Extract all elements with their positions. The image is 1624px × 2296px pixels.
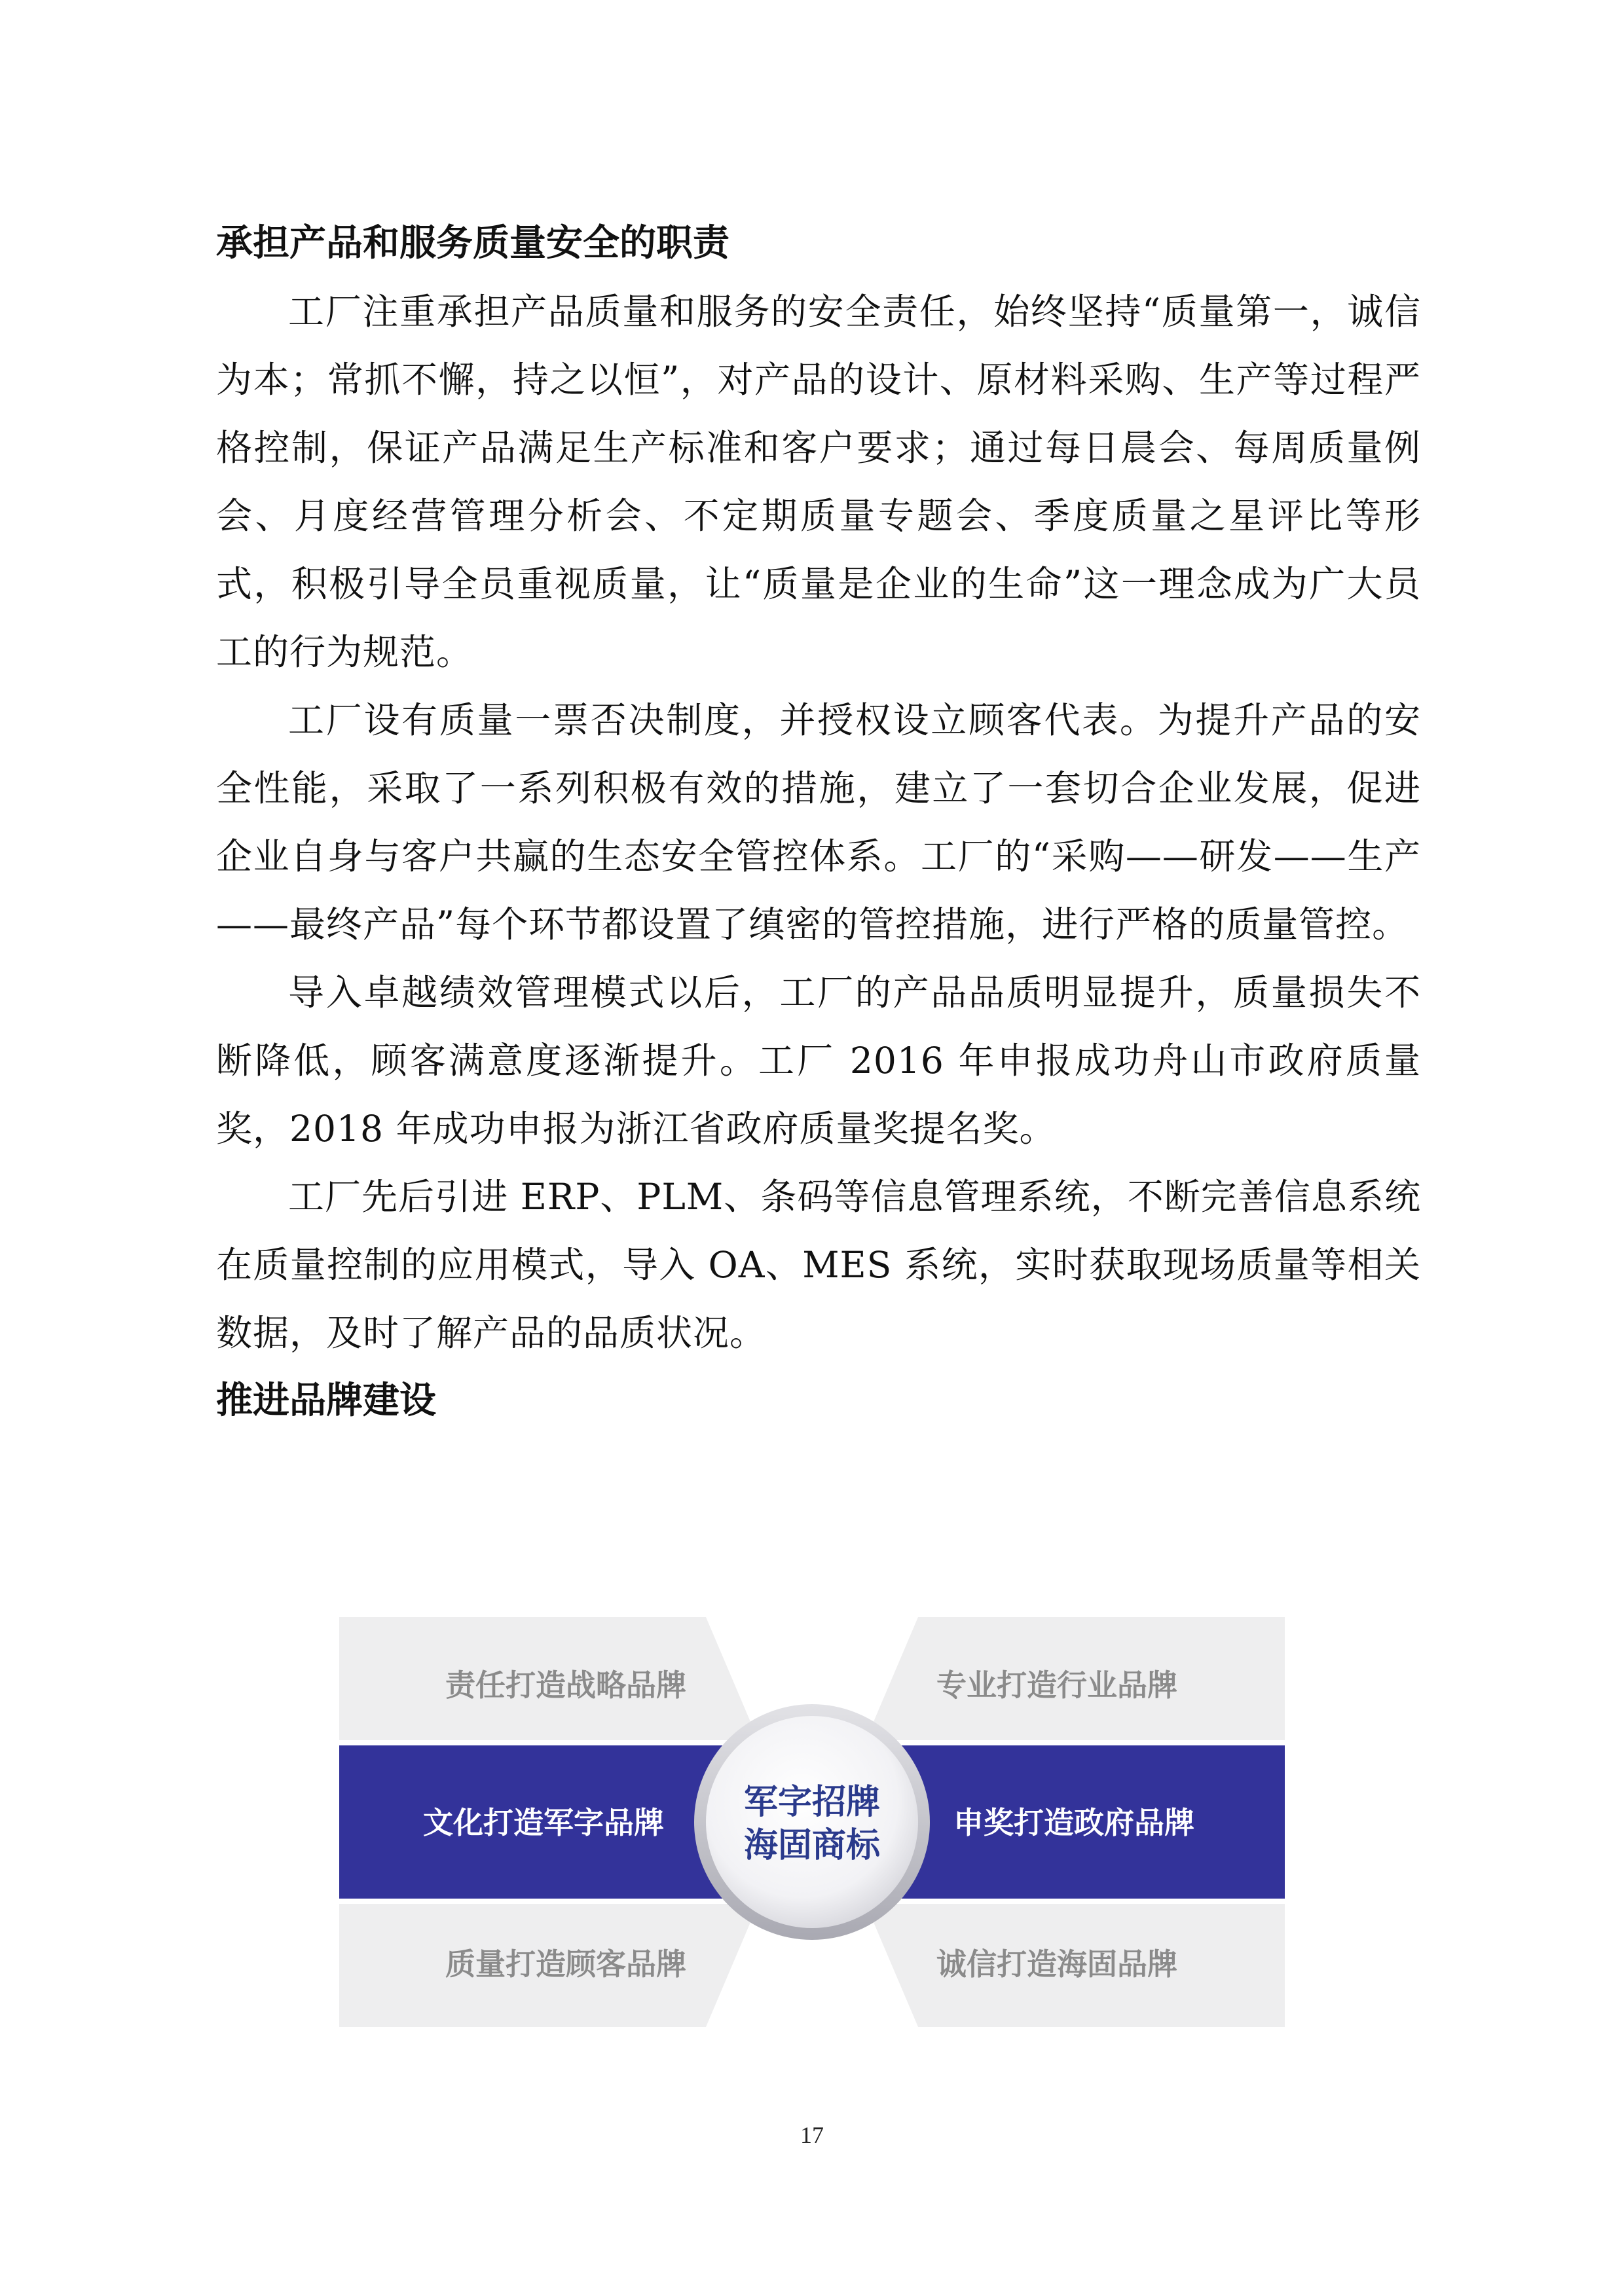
center-label-line1: 军字招牌 [743, 1783, 881, 1822]
label-top-left: 责任打造战略品牌 [445, 1667, 686, 1703]
label-middle-right: 申奖打造政府品牌 [953, 1805, 1194, 1840]
paragraph-1: 工厂注重承担产品质量和服务的安全责任，始终坚持“质量第一，诚信为本；常抓不懈，持之以恒”，对产品的设计、原材料采购、生产等过程严格控制，保证产品满足生产标准和客户要求；通过每日晨会、每周质量例会、月度经营管理分析会、不定期质量专题会、季度质量之星评比等形式，积极引导全员重视质量，让“质量是企业的生命”这一理念成为广大员工的行为规范。 [216, 291, 1421, 673]
center-disc [706, 1716, 918, 1928]
label-bottom-right: 诚信打造海固品牌 [936, 1946, 1177, 1982]
brand-strategy-diagram [339, 1617, 1285, 2027]
paragraph-2: 工厂设有质量一票否决制度，并授权设立顾客代表。为提升产品的安全性能，采取了一系列积极有效的措施，建立了一套切合企业发展，促进企业自身与客户共赢的生态安全管控体系。工厂的“采购——研发——生产——最终产品”每个环节都设置了缜密的管控措施，进行严格的质量管控。 [216, 699, 1421, 945]
section-heading-brand-building: 推进品牌建设 [216, 1379, 436, 1422]
page-number: 17 [800, 2122, 824, 2148]
document-body [216, 210, 1421, 1435]
paragraph-3: 导入卓越绩效管理模式以后，工厂的产品品质明显提升，质量损失不断降低，顾客满意度逐渐提升。工厂 2016 年申报成功舟山市政府质量奖，2018 年成功申报为浙江省政府质量奖提名奖。 [216, 972, 1421, 1150]
center-label-line2: 海固商标 [743, 1826, 881, 1865]
section-heading-quality-safety: 承担产品和服务质量安全的职责 [216, 222, 729, 264]
label-middle-left: 文化打造军字品牌 [423, 1805, 664, 1840]
label-top-right: 专业打造行业品牌 [936, 1667, 1177, 1703]
paragraph-4: 工厂先后引进 ERP、PLM、条码等信息管理系统，不断完善信息系统在质量控制的应用模式，导入 OA、MES 系统，实时获取现场质量等相关数据，及时了解产品的品质状况。 [216, 1176, 1421, 1354]
label-bottom-left: 质量打造顾客品牌 [445, 1946, 686, 1982]
